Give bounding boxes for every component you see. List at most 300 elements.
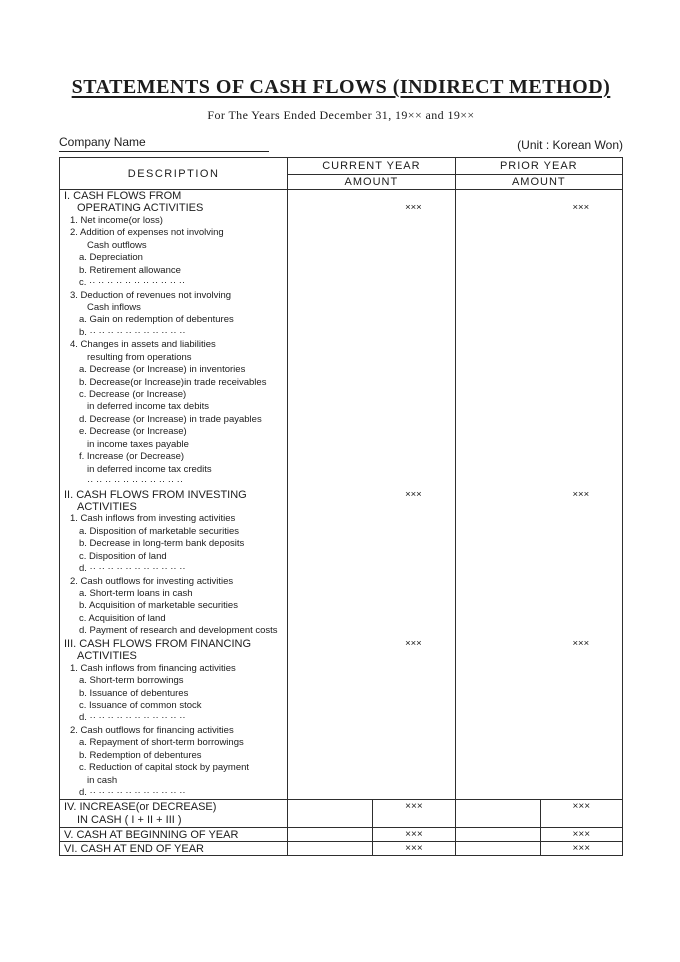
- current-year-amount: [372, 464, 454, 476]
- row-description: a. Short-term borrowings: [79, 675, 184, 687]
- prior-year-amount: [540, 688, 622, 700]
- current-year-amount: [372, 675, 454, 687]
- row-description: VI. CASH AT END OF YEAR: [64, 843, 204, 856]
- current-year-cell: [287, 302, 454, 314]
- table-row: [60, 700, 622, 712]
- current-year-cell: [287, 725, 454, 737]
- row-description: 1. Cash inflows from financing activities: [70, 662, 236, 674]
- current-year-amount: ×××: [372, 800, 454, 813]
- prior-year-amount: [540, 650, 622, 662]
- prior-year-amount: [540, 700, 622, 712]
- row-description: d. Payment of research and development costs: [79, 625, 278, 637]
- prior-year-amount: [540, 314, 622, 326]
- table-row: [60, 227, 622, 239]
- current-year-amount: [372, 588, 454, 600]
- current-year-cell: [287, 339, 454, 351]
- row-description: a. Short-term loans in cash: [79, 588, 193, 599]
- row-description: 2. Cash outflows for investing activities: [70, 575, 234, 587]
- current-year-amount: [372, 327, 454, 339]
- table-row: [60, 663, 622, 675]
- row-description: 2. Cash outflows for financing activities: [70, 724, 234, 736]
- prior-year-amount: [540, 563, 622, 575]
- current-year-amount: [372, 476, 454, 488]
- table-row: [60, 489, 622, 501]
- table-body: [60, 190, 622, 855]
- prior-year-cell: [455, 737, 622, 749]
- row-description: b. Acquisition of marketable securities: [79, 600, 238, 612]
- row-description: 1. Net income(or loss): [70, 214, 163, 226]
- prior-year-amount: [540, 240, 622, 252]
- prior-year-amount: [540, 227, 622, 239]
- row-description: OPERATING ACTIVITIES: [77, 202, 204, 215]
- prior-year-cell: [455, 414, 622, 426]
- prior-year-cell: [455, 600, 622, 612]
- table-row: [60, 787, 622, 799]
- table-row: [60, 290, 622, 302]
- current-year-amount: [372, 277, 454, 289]
- current-year-amount: [372, 750, 454, 762]
- table-row: [60, 625, 622, 637]
- prior-year-cell: [455, 712, 622, 724]
- table-row: [60, 401, 622, 413]
- current-year-cell: [287, 588, 454, 600]
- row-description: in cash: [87, 774, 118, 786]
- prior-year-column-header: [455, 158, 622, 189]
- prior-year-amount: [540, 813, 622, 827]
- current-year-amount: [372, 302, 454, 314]
- table-row: [60, 551, 622, 563]
- current-year-cell: [287, 526, 454, 538]
- table-row: [60, 576, 622, 588]
- prior-year-amount: [540, 588, 622, 600]
- current-year-amount: [372, 190, 454, 202]
- current-year-amount: [372, 377, 454, 389]
- prior-year-amount: ×××: [572, 637, 590, 649]
- prior-year-amount: ×××: [540, 828, 622, 841]
- prior-year-amount: [540, 352, 622, 364]
- row-description: c. Acquisition of land: [79, 612, 166, 624]
- current-year-cell: [287, 377, 454, 389]
- row-description: f. Increase (or Decrease): [79, 451, 185, 463]
- table-row: [60, 827, 622, 841]
- page-subtitle: For The Years Ended December 31, 19×× and 19××: [207, 108, 475, 122]
- row-description: in income taxes payable: [87, 438, 189, 450]
- current-year-cell: [287, 563, 454, 575]
- current-year-amount: [372, 401, 454, 413]
- current-year-amount: [372, 414, 454, 426]
- current-year-amount: [372, 762, 454, 774]
- prior-year-cell: [455, 464, 622, 476]
- row-description: ACTIVITIES: [77, 500, 137, 513]
- current-year-amount: [372, 600, 454, 612]
- table-row: [60, 252, 622, 264]
- prior-year-amount: [540, 389, 622, 401]
- prior-year-cell: [455, 526, 622, 538]
- prior-year-cell: [455, 277, 622, 289]
- current-year-cell: [287, 800, 454, 813]
- current-year-cell: [287, 190, 454, 202]
- current-year-cell: [287, 464, 454, 476]
- prior-year-amount: [540, 725, 622, 737]
- row-description: 2. Addition of expenses not involving: [70, 227, 224, 239]
- row-description: IN CASH ( I + II + III ): [77, 814, 182, 827]
- table-row: [60, 389, 622, 401]
- prior-year-cell: [455, 828, 622, 841]
- table-row: [60, 725, 622, 737]
- table-row: [60, 190, 622, 202]
- table-row: [60, 265, 622, 277]
- prior-year-cell: [455, 401, 622, 413]
- prior-year-amount: [540, 613, 622, 625]
- current-year-cell: [287, 314, 454, 326]
- row-description: IV. INCREASE(or DECREASE): [64, 801, 217, 814]
- prior-year-amount: ×××: [572, 202, 590, 214]
- current-year-cell: [287, 787, 454, 799]
- prior-year-cell: [455, 352, 622, 364]
- prior-year-cell: [455, 775, 622, 787]
- column-header-current-amount: AMOUNT: [344, 176, 399, 188]
- current-year-cell: [287, 327, 454, 339]
- row-description: c. Decrease (or Increase): [79, 389, 187, 400]
- prior-year-amount: [540, 750, 622, 762]
- prior-year-amount: [540, 190, 622, 202]
- current-year-amount: [372, 513, 454, 525]
- prior-year-cell: [455, 551, 622, 563]
- prior-year-amount: [540, 787, 622, 799]
- current-year-cell: [287, 842, 454, 855]
- table-header: [60, 158, 622, 190]
- prior-year-cell: [455, 675, 622, 687]
- current-year-cell: [287, 414, 454, 426]
- table-row: [60, 841, 622, 855]
- current-year-amount: [372, 451, 454, 463]
- row-description: in deferred income tax credits: [87, 463, 212, 475]
- current-year-amount: [372, 737, 454, 749]
- current-year-cell: [287, 750, 454, 762]
- prior-year-amount: [540, 277, 622, 289]
- table-row: [60, 638, 622, 650]
- current-year-column-header: [287, 158, 454, 189]
- row-description: resulting from operations: [87, 351, 192, 363]
- table-row: [60, 377, 622, 389]
- current-year-amount: [372, 215, 454, 227]
- table-row: [60, 302, 622, 314]
- current-year-amount: [372, 227, 454, 239]
- table-row: [60, 451, 622, 463]
- prior-year-amount: [540, 762, 622, 774]
- table-row: [60, 563, 622, 575]
- table-row: [60, 476, 622, 488]
- prior-year-cell: [455, 252, 622, 264]
- prior-year-amount: [540, 426, 622, 438]
- table-row: [60, 526, 622, 538]
- prior-year-amount: [540, 526, 622, 538]
- table-row: [60, 650, 622, 662]
- prior-year-cell: [455, 563, 622, 575]
- row-description: a. Repayment of short-term borrowings: [79, 737, 244, 749]
- prior-year-cell: [455, 439, 622, 451]
- table-row: [60, 675, 622, 687]
- table-row: [60, 314, 622, 326]
- prior-year-cell: [455, 750, 622, 762]
- current-year-cell: [287, 813, 454, 827]
- current-year-amount: [372, 265, 454, 277]
- prior-year-amount: [540, 476, 622, 488]
- current-year-cell: [287, 227, 454, 239]
- prior-year-cell: [455, 364, 622, 376]
- prior-year-cell: [455, 625, 622, 637]
- row-description: b. Decrease(or Increase)in trade receivables: [79, 376, 267, 388]
- current-year-cell: [287, 352, 454, 364]
- current-year-cell: [287, 576, 454, 588]
- current-year-amount: [372, 576, 454, 588]
- current-year-amount: [372, 700, 454, 712]
- table-row: [60, 426, 622, 438]
- prior-year-cell: [455, 576, 622, 588]
- prior-year-amount: [540, 377, 622, 389]
- current-year-cell: [287, 762, 454, 774]
- prior-year-amount: [540, 625, 622, 637]
- current-year-amount: [372, 663, 454, 675]
- current-year-cell: [287, 625, 454, 637]
- prior-year-amount: [540, 501, 622, 513]
- table-row: [60, 799, 622, 813]
- current-year-amount: [372, 563, 454, 575]
- prior-year-amount: [540, 439, 622, 451]
- row-description: Cash inflows: [87, 301, 141, 313]
- page-title: STATEMENTS OF CASH FLOWS (INDIRECT METHOD): [71, 76, 611, 98]
- row-description: II. CASH FLOWS FROM INVESTING: [64, 488, 247, 501]
- row-description: a. Gain on redemption of debentures: [79, 314, 234, 326]
- prior-year-cell: [455, 389, 622, 401]
- current-year-amount: ×××: [405, 202, 422, 214]
- prior-year-amount: [540, 327, 622, 339]
- prior-year-cell: [455, 688, 622, 700]
- current-year-cell: [287, 401, 454, 413]
- current-year-cell: [287, 688, 454, 700]
- prior-year-cell: [455, 240, 622, 252]
- current-year-cell: [287, 675, 454, 687]
- prior-year-cell: [455, 327, 622, 339]
- current-year-cell: [287, 265, 454, 277]
- prior-year-cell: [455, 227, 622, 239]
- prior-year-cell: [455, 700, 622, 712]
- current-year-amount: [372, 712, 454, 724]
- table-row: [60, 327, 622, 339]
- prior-year-amount: [540, 663, 622, 675]
- row-description: d. ·· ·· ·· ·· ·· ·· ·· ·· ·· ·· ··: [79, 563, 186, 575]
- prior-year-cell: [455, 190, 622, 202]
- current-year-cell: [287, 364, 454, 376]
- column-header-current-year: CURRENT YEAR: [288, 158, 454, 175]
- prior-year-cell: [455, 787, 622, 799]
- row-description: c. Reduction of capital stock by payment: [79, 762, 250, 774]
- current-year-cell: [287, 501, 454, 513]
- row-description: a. Decrease (or Increase) in inventories: [79, 364, 246, 376]
- prior-year-amount: [540, 252, 622, 264]
- current-year-cell: [287, 700, 454, 712]
- current-year-cell: [287, 476, 454, 488]
- prior-year-amount: ×××: [540, 800, 622, 813]
- prior-year-cell: [455, 215, 622, 227]
- prior-year-amount: ×××: [572, 488, 590, 500]
- current-year-cell: [287, 828, 454, 841]
- prior-year-cell: [455, 426, 622, 438]
- current-year-amount: [372, 252, 454, 264]
- prior-year-cell: [455, 290, 622, 302]
- current-year-cell: [287, 551, 454, 563]
- row-description: ACTIVITIES: [77, 650, 137, 663]
- current-year-amount: [372, 538, 454, 550]
- table-row: [60, 414, 622, 426]
- column-header-prior-amount: AMOUNT: [511, 176, 566, 188]
- prior-year-cell: [455, 513, 622, 525]
- prior-year-cell: [455, 638, 622, 650]
- current-year-amount: [372, 389, 454, 401]
- row-description: Cash outflows: [87, 239, 147, 251]
- prior-year-cell: [455, 451, 622, 463]
- current-year-amount: [372, 650, 454, 662]
- row-description: d. ·· ·· ·· ·· ·· ·· ·· ·· ·· ·· ··: [79, 787, 186, 798]
- prior-year-amount: [540, 775, 622, 787]
- current-year-cell: [287, 638, 454, 650]
- table-row: [60, 364, 622, 376]
- prior-year-cell: [455, 762, 622, 774]
- row-description: d. Decrease (or Increase) in trade payables: [79, 413, 262, 425]
- row-description: b. Retirement allowance: [79, 264, 181, 276]
- current-year-cell: [287, 737, 454, 749]
- current-year-amount: ×××: [405, 488, 422, 500]
- cash-flow-table: [59, 157, 623, 856]
- current-year-cell: [287, 600, 454, 612]
- prior-year-amount: [540, 675, 622, 687]
- prior-year-cell: [455, 377, 622, 389]
- row-description: b. Decrease in long-term bank deposits: [79, 538, 245, 550]
- row-description: 4. Changes in assets and liabilities: [70, 339, 216, 351]
- prior-year-cell: [455, 265, 622, 277]
- row-description: d. ·· ·· ·· ·· ·· ·· ·· ·· ·· ·· ··: [79, 712, 186, 724]
- prior-year-cell: [455, 650, 622, 662]
- table-row: [60, 750, 622, 762]
- table-row: [60, 712, 622, 724]
- prior-year-cell: [455, 202, 622, 214]
- prior-year-amount: [540, 414, 622, 426]
- row-description: c. Issuance of common stock: [79, 699, 202, 711]
- prior-year-cell: [455, 613, 622, 625]
- table-row: [60, 501, 622, 513]
- prior-year-amount: [540, 364, 622, 376]
- prior-year-amount: [540, 712, 622, 724]
- current-year-cell: [287, 613, 454, 625]
- company-name-field: Company Name: [59, 135, 269, 152]
- current-year-amount: [372, 813, 454, 827]
- current-year-amount: [372, 787, 454, 799]
- current-year-amount: [372, 775, 454, 787]
- current-year-amount: [372, 688, 454, 700]
- prior-year-amount: [540, 290, 622, 302]
- prior-year-amount: [540, 302, 622, 314]
- prior-year-cell: [455, 588, 622, 600]
- table-row: [60, 688, 622, 700]
- table-row: [60, 762, 622, 774]
- row-description: a. Depreciation: [79, 252, 143, 264]
- current-year-cell: [287, 513, 454, 525]
- current-year-amount: ×××: [372, 828, 454, 841]
- current-year-cell: [287, 215, 454, 227]
- prior-year-amount: [540, 464, 622, 476]
- row-description: e. Decrease (or Increase): [79, 426, 187, 438]
- prior-year-cell: [455, 813, 622, 827]
- prior-year-cell: [455, 725, 622, 737]
- current-year-amount: ×××: [372, 842, 454, 855]
- current-year-cell: [287, 389, 454, 401]
- prior-year-amount: [540, 215, 622, 227]
- table-row: [60, 737, 622, 749]
- current-year-cell: [287, 451, 454, 463]
- current-year-amount: [372, 290, 454, 302]
- unit-label: (Unit : Korean Won): [517, 138, 623, 152]
- current-year-amount: [372, 240, 454, 252]
- table-row: [60, 588, 622, 600]
- row-description: c. Disposition of land: [79, 550, 167, 562]
- column-header-description: DESCRIPTION: [127, 167, 220, 180]
- current-year-cell: [287, 650, 454, 662]
- prior-year-cell: [455, 538, 622, 550]
- table-row: [60, 813, 622, 827]
- row-description: 3. Deduction of revenues not involving: [70, 289, 232, 301]
- row-description: c. ·· ·· ·· ·· ·· ·· ·· ·· ·· ·· ··: [79, 277, 186, 289]
- prior-year-cell: [455, 663, 622, 675]
- current-year-amount: [372, 426, 454, 438]
- current-year-amount: ×××: [405, 637, 422, 649]
- prior-year-cell: [455, 800, 622, 813]
- current-year-amount: [372, 314, 454, 326]
- table-row: [60, 352, 622, 364]
- current-year-amount: [372, 613, 454, 625]
- current-year-amount: [372, 501, 454, 513]
- prior-year-amount: [540, 551, 622, 563]
- row-description: in deferred income tax debits: [87, 401, 209, 413]
- row-description: III. CASH FLOWS FROM FINANCING: [64, 637, 252, 650]
- current-year-cell: [287, 663, 454, 675]
- current-year-amount: [372, 352, 454, 364]
- current-year-cell: [287, 240, 454, 252]
- current-year-cell: [287, 538, 454, 550]
- prior-year-cell: [455, 476, 622, 488]
- prior-year-cell: [455, 339, 622, 351]
- current-year-amount: [372, 364, 454, 376]
- current-year-cell: [287, 252, 454, 264]
- prior-year-amount: [540, 576, 622, 588]
- prior-year-cell: [455, 489, 622, 501]
- column-header-prior-year: PRIOR YEAR: [456, 158, 622, 175]
- table-row: [60, 339, 622, 351]
- row-description: b. ·· ·· ·· ·· ·· ·· ·· ·· ·· ·· ··: [79, 326, 186, 338]
- current-year-cell: [287, 775, 454, 787]
- row-description: b. Issuance of debentures: [79, 687, 189, 699]
- current-year-cell: [287, 489, 454, 501]
- row-description: V. CASH AT BEGINNING OF YEAR: [64, 829, 239, 842]
- current-year-amount: [372, 625, 454, 637]
- table-row: [60, 613, 622, 625]
- prior-year-cell: [455, 842, 622, 855]
- prior-year-cell: [455, 501, 622, 513]
- current-year-cell: [287, 277, 454, 289]
- prior-year-amount: [540, 538, 622, 550]
- table-row: [60, 277, 622, 289]
- current-year-cell: [287, 290, 454, 302]
- prior-year-amount: [540, 737, 622, 749]
